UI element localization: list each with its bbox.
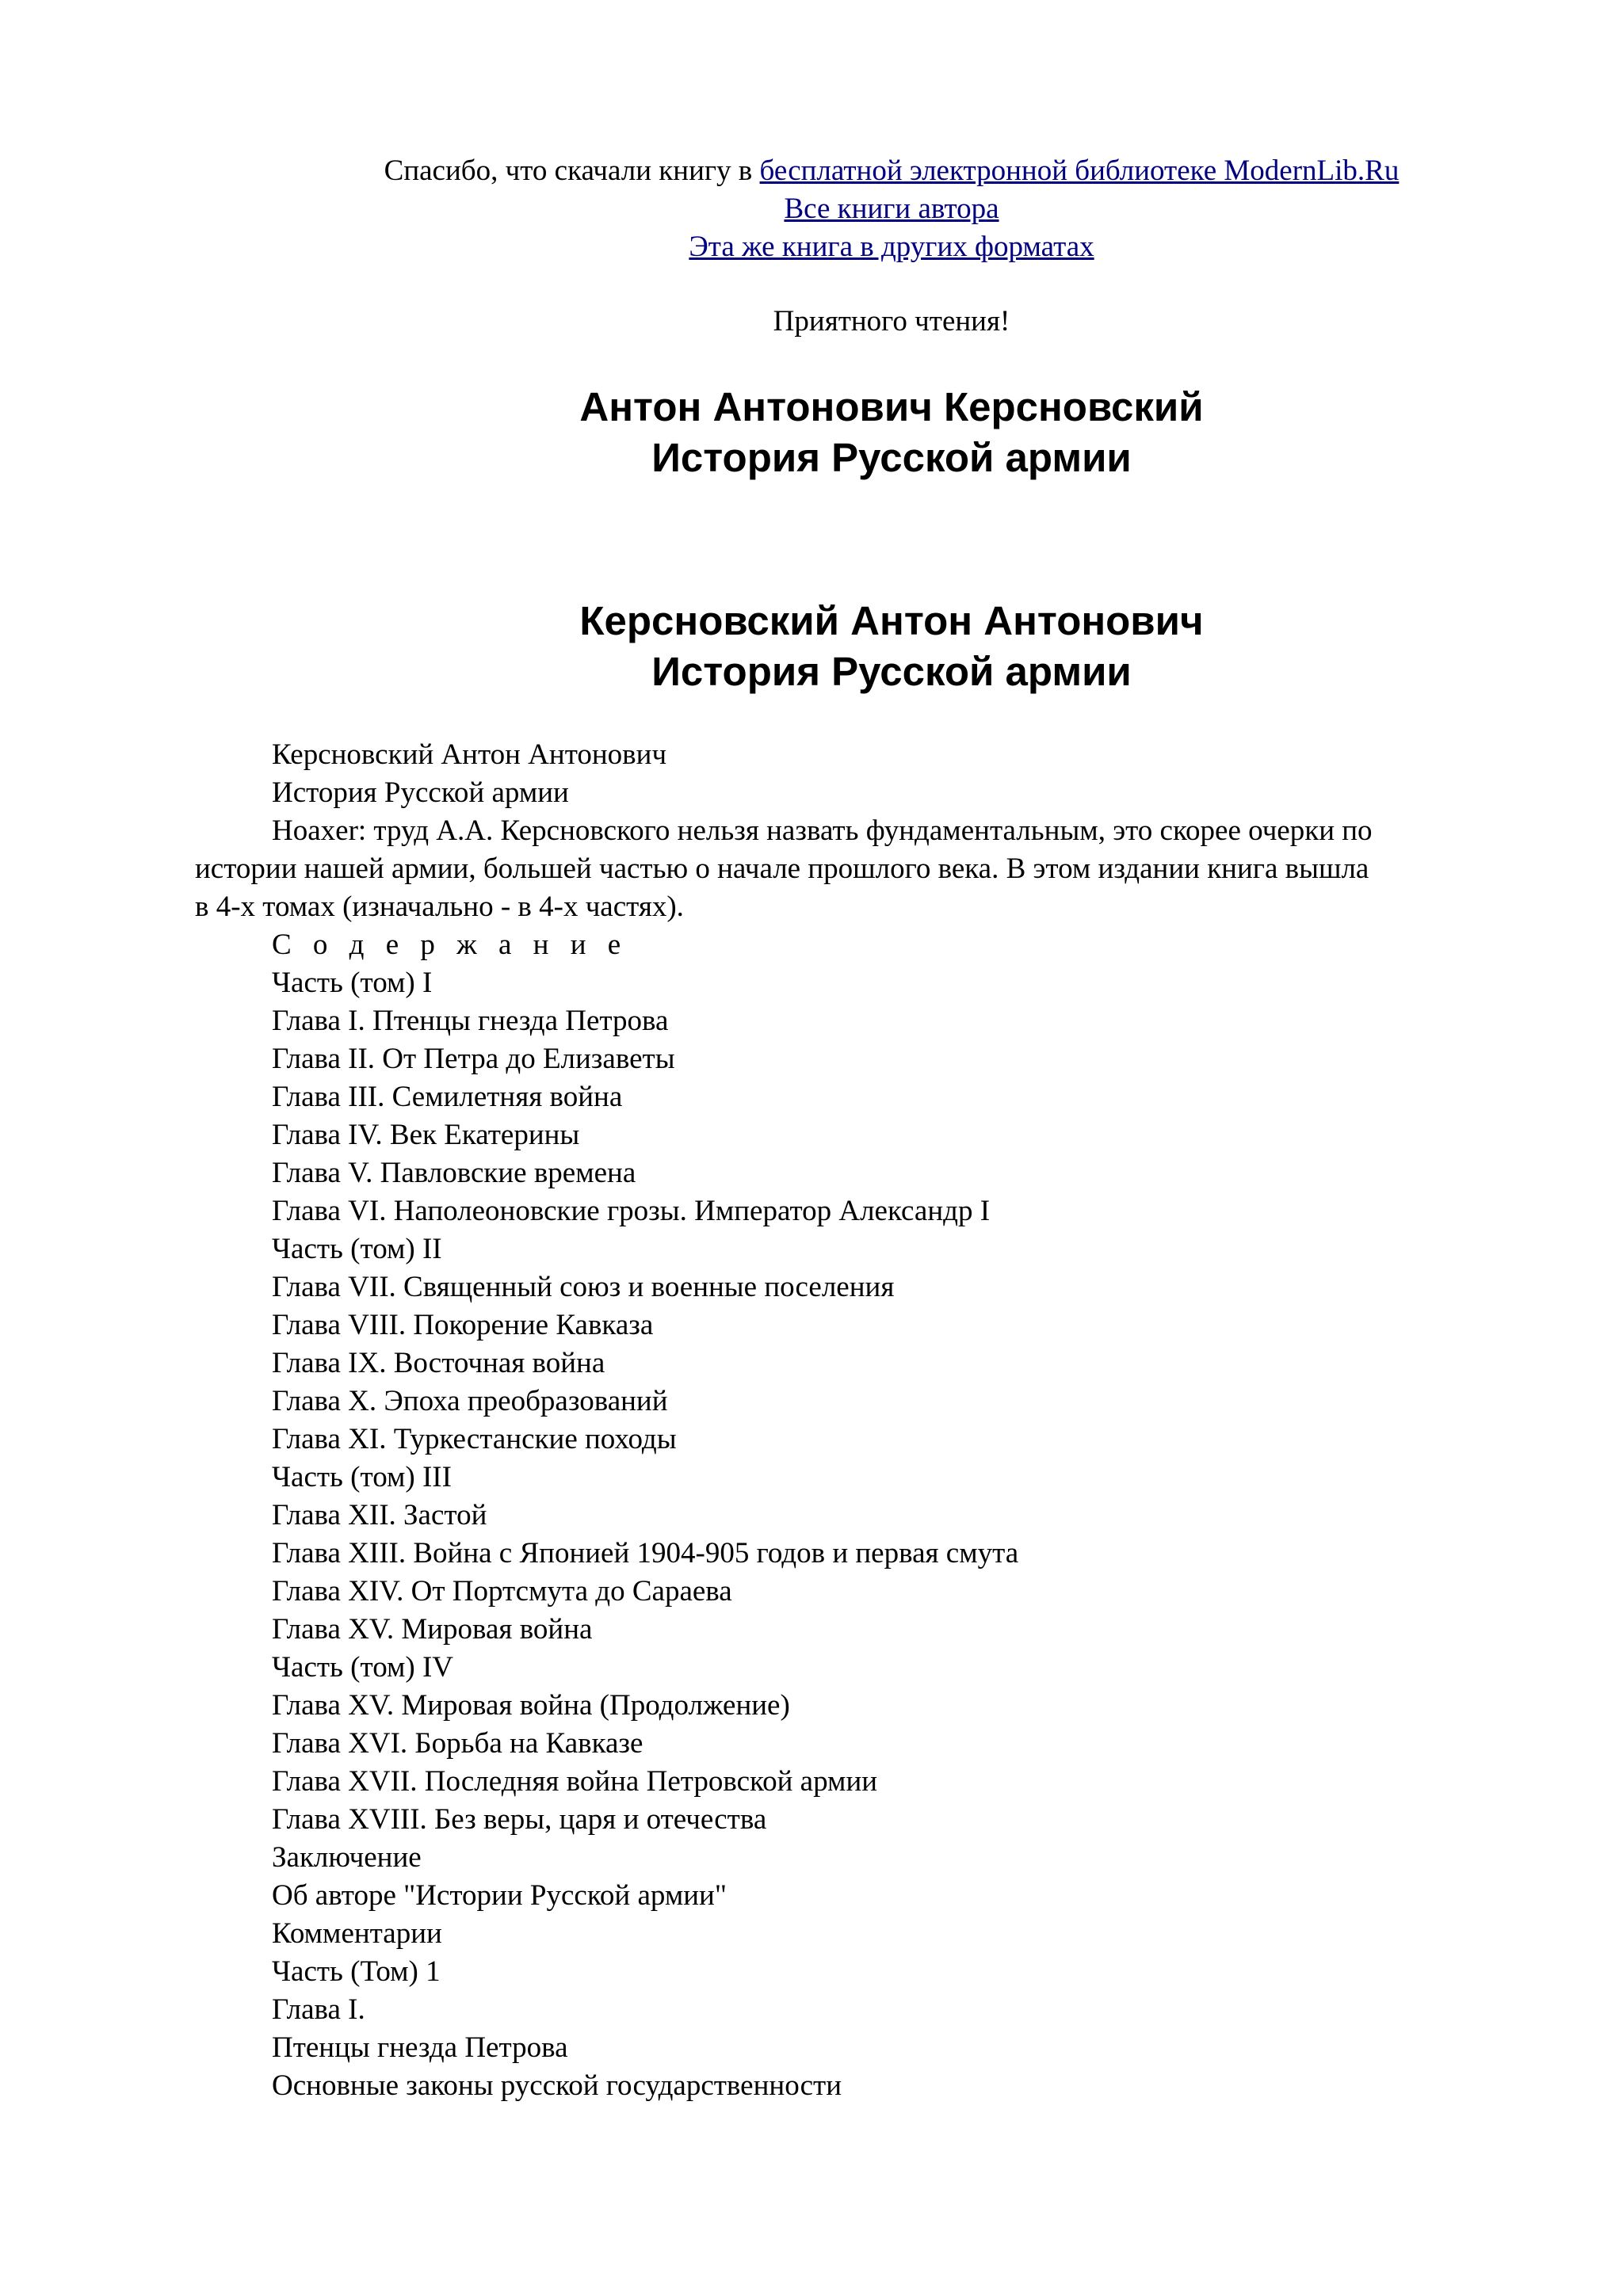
other-formats-link[interactable]: Эта же книга в других форматах [689, 231, 1094, 263]
all-books-link[interactable]: Все книги автора [784, 193, 999, 225]
toc-item: Часть (том) IV [272, 1651, 454, 1684]
toc-item: Глава XIII. Война с Японией 1904-905 годов и первая смута [272, 1537, 1019, 1569]
toc-item: Глава VII. Священный союз и военные поселения [272, 1271, 895, 1303]
title-author: Антон Антонович Керсновский [579, 384, 1204, 429]
toc-item: Глава II. От Петра до Елизаветы [272, 1043, 675, 1075]
intro-book: История Русской армии [272, 776, 569, 809]
toc-item: Птенцы гнезда Петрова [272, 2031, 568, 2064]
toc-item: Глава V. Павловские времена [272, 1157, 636, 1189]
toc-item: Глава XVII. Последняя война Петровской армии [272, 1765, 878, 1798]
toc-item: Комментарии [272, 1917, 442, 1950]
toc-item: Глава IV. Век Екатерины [272, 1119, 580, 1151]
toc-item: Глава XV. Мировая война [272, 1613, 593, 1646]
all-books-line [317, 190, 1466, 228]
title-book-alt: История Русской армии [651, 649, 1132, 694]
annotation-line: в 4-х томах (изначально - в 4-х частях). [195, 891, 684, 923]
toc-item: Глава X. Эпоха преобразований [272, 1385, 668, 1417]
annotation-line: истории нашей армии, большей частью о начале прошлого века. В этом издании книга вышла [195, 852, 1369, 885]
toc-item: Об авторе "Истории Русской армии" [272, 1879, 727, 1912]
other-formats-line [317, 228, 1466, 266]
toc-item: Глава XVIII. Без веры, царя и отечества [272, 1803, 767, 1836]
toc-item: Часть (том) II [272, 1233, 442, 1265]
toc-item: Глава XV. Мировая война (Продолжение) [272, 1689, 790, 1722]
toc-item: Заключение [272, 1841, 422, 1874]
intro-author: Керсновский Антон Антонович [272, 738, 667, 771]
toc-item: Глава IX. Восточная война [272, 1347, 605, 1379]
toc-item: Глава I. Птенцы гнезда Петрова [272, 1005, 669, 1037]
thanks-line [317, 152, 1466, 190]
title-book: История Русской армии [651, 435, 1132, 480]
annotation-paragraph [195, 812, 1510, 926]
toc-item: Глава XIV. От Портсмута до Сараева [272, 1575, 732, 1608]
title-author-alt: Керсновский Антон Антонович [579, 598, 1204, 643]
toc-item: Глава VIII. Покорение Кавказа [272, 1309, 654, 1341]
greeting-text: Приятного чтения! [773, 305, 1010, 338]
toc-item: Основные законы русской государственности [272, 2069, 842, 2102]
contents-heading: С о д е р ж а н и е [272, 929, 628, 961]
toc-item: Глава XVI. Борьба на Кавказе [272, 1727, 643, 1760]
download-header [317, 152, 1466, 341]
book-body [195, 736, 1510, 2105]
library-link[interactable]: бесплатной электронной библиотеке ModernLib.Ru [759, 154, 1400, 187]
toc-item: Глава XI. Туркестанские походы [272, 1423, 677, 1455]
toc-item: Глава III. Семилетняя война [272, 1081, 623, 1113]
thanks-text: Спасибо, что скачали книгу в [384, 154, 760, 187]
annotation-line: Hoaxer: труд А.А. Керсновского нельзя назвать фундаментальным, это скорее очерки по [272, 814, 1373, 847]
toc-item: Глава I. [272, 1993, 365, 2026]
table-of-contents [195, 964, 1510, 2105]
toc-item: Глава XII. Застой [272, 1499, 487, 1531]
toc-item: Часть (Том) 1 [272, 1955, 441, 1988]
toc-item: Часть (том) I [272, 967, 433, 999]
book-title-primary [317, 382, 1466, 483]
book-title-secondary [317, 596, 1466, 697]
toc-item: Часть (том) III [272, 1461, 452, 1493]
toc-item: Глава VI. Наполеоновские грозы. Император Александр I [272, 1195, 991, 1227]
